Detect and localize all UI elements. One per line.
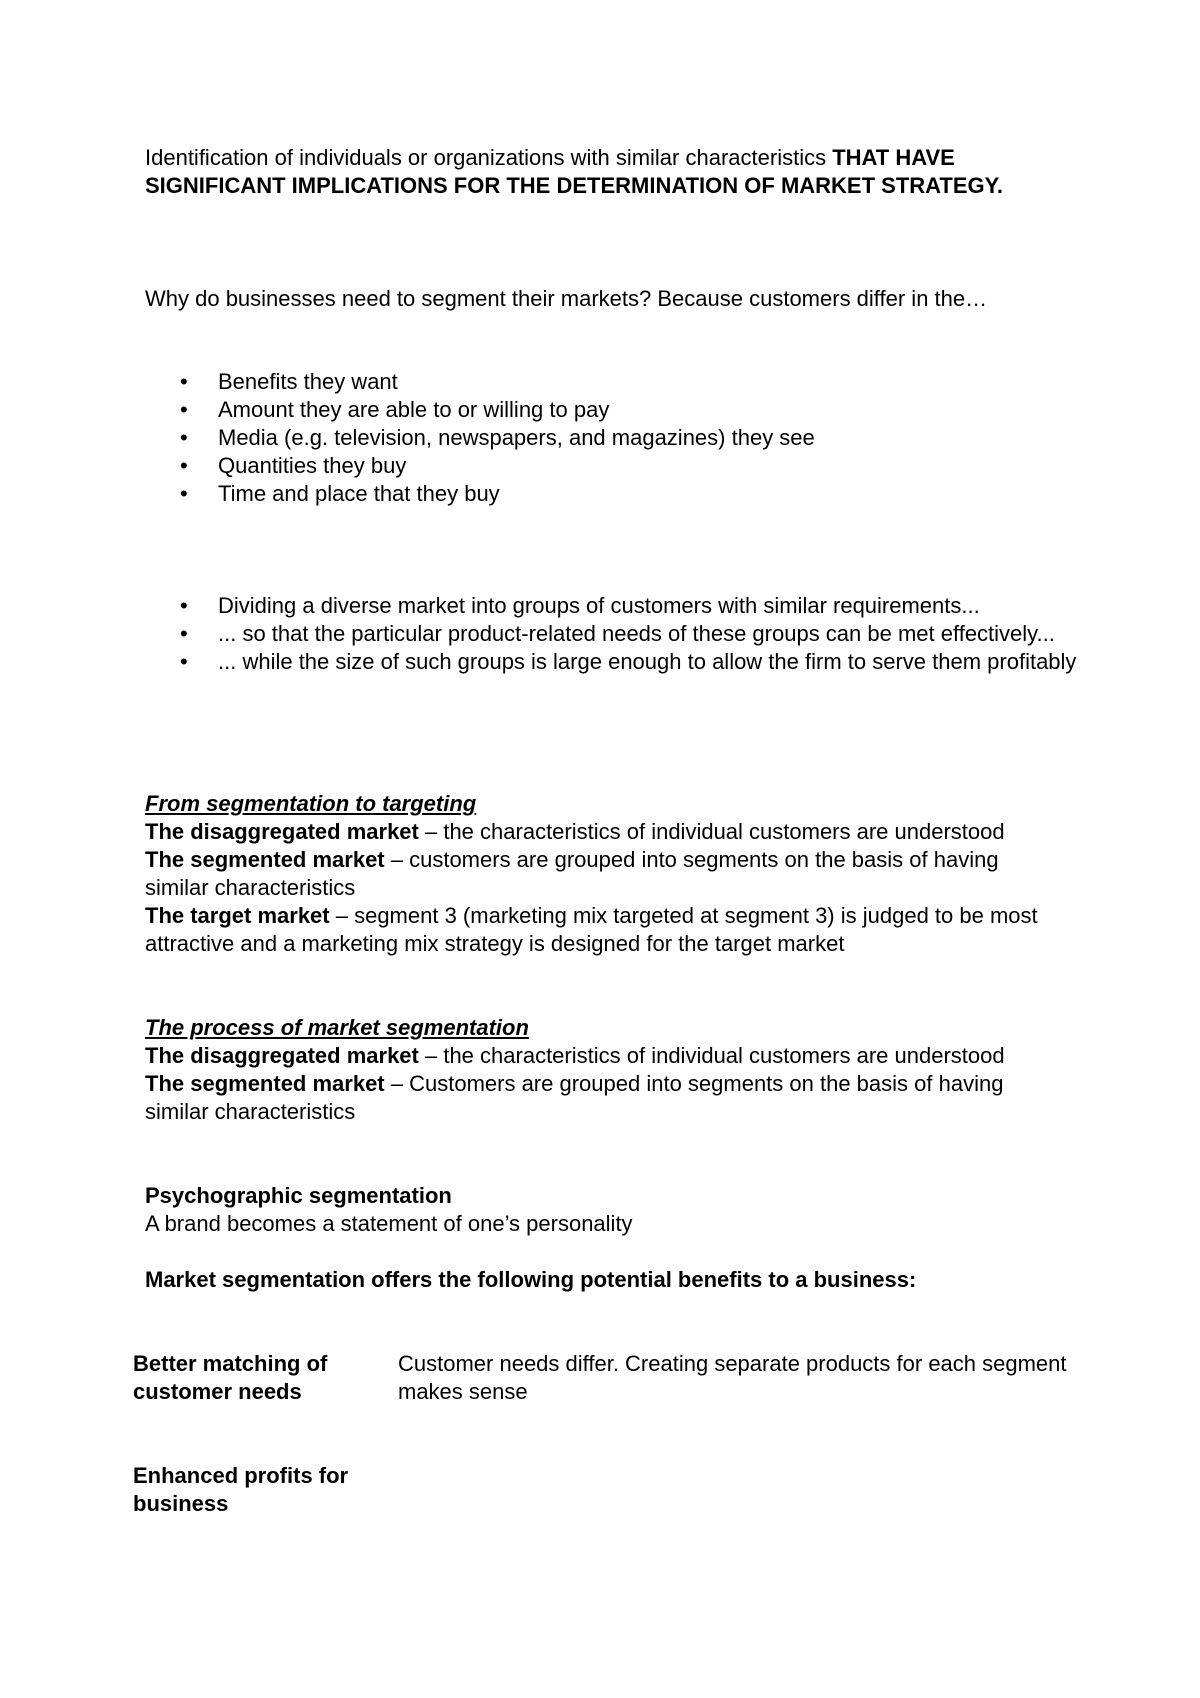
bullet-icon: •	[180, 481, 188, 506]
bullet-icon: •	[180, 425, 188, 450]
targeting-heading: From segmentation to targeting	[145, 791, 477, 816]
list-item-text: Dividing a diverse market into groups of customers with similar requirements...	[218, 593, 980, 618]
list-item	[145, 620, 1085, 648]
list-item-text: ... so that the particular product-related needs of these groups can be met effectively...	[218, 621, 1055, 646]
list-item	[145, 592, 1085, 620]
list-item	[145, 396, 1065, 424]
targeting-entry	[145, 902, 1065, 958]
list-item-text: Benefits they want	[218, 369, 398, 394]
entry-term: The segmented market	[145, 1071, 385, 1096]
entry-description: – customers are grouped into segments on the basis of having similar characteristics	[145, 847, 999, 900]
list-item-text: Quantities they buy	[218, 453, 407, 478]
bullet-icon: •	[180, 649, 188, 674]
bullet-icon: •	[180, 593, 188, 618]
benefits-heading: Market segmentation offers the following potential benefits to a business:	[145, 1267, 917, 1292]
entry-term: The target market	[145, 903, 330, 928]
psychographic-heading: Psychographic segmentation	[145, 1183, 452, 1208]
entry-term: The segmented market	[145, 847, 385, 872]
list-item	[145, 452, 1065, 480]
targeting-entry	[145, 818, 1065, 846]
entry-description: – the characteristics of individual customers are understood	[418, 819, 1005, 844]
list-item-text: ... while the size of such groups is large enough to allow the firm to serve them profitably	[218, 649, 1077, 674]
entry-description: – segment 3 (marketing mix targeted at segment 3) is judged to be most attractive and a marketing mix strategy is designed for the target market	[145, 903, 1038, 956]
process-entry	[145, 1042, 1065, 1070]
psychographic-section	[145, 1182, 1065, 1238]
bullet-icon: •	[180, 369, 188, 394]
targeting-section	[145, 790, 1065, 958]
list-item-text: Media (e.g. television, newspapers, and magazines) they see	[218, 425, 815, 450]
why-segment-question: Why do businesses need to segment their markets? Because customers differ in the…	[145, 286, 988, 311]
entry-description: – the characteristics of individual customers are understood	[418, 1043, 1005, 1068]
process-heading: The process of market segmentation	[145, 1015, 529, 1040]
bullet-icon: •	[180, 621, 188, 646]
list-item	[145, 648, 1085, 676]
benefit-description: Customer needs differ. Creating separate products for each segment makes sense	[398, 1351, 1067, 1404]
segmentation-definition-list	[145, 592, 1085, 676]
entry-term: The disaggregated market	[145, 1043, 419, 1068]
benefit-term: Better matching of customer needs	[133, 1351, 328, 1404]
targeting-entry	[145, 846, 1065, 902]
process-entry	[145, 1070, 1065, 1126]
customer-difference-list	[145, 368, 1065, 508]
bullet-icon: •	[180, 397, 188, 422]
psychographic-text: A brand becomes a statement of one’s personality	[145, 1211, 633, 1236]
benefit-term: Enhanced profits for business	[133, 1463, 349, 1516]
entry-description: – Customers are grouped into segments on the basis of having similar characteristics	[145, 1071, 1004, 1124]
entry-term: The disaggregated market	[145, 819, 419, 844]
definition-emphasis-text: THAT HAVE SIGNIFICANT IMPLICATIONS FOR THE DETERMINATION OF MARKET STRATEGY.	[145, 145, 1003, 198]
list-item	[145, 368, 1065, 396]
list-item	[145, 424, 1065, 452]
list-item-text: Time and place that they buy	[218, 481, 500, 506]
bullet-icon: •	[180, 453, 188, 478]
list-item	[145, 480, 1065, 508]
definition-paragraph	[145, 144, 1065, 200]
process-section	[145, 1014, 1065, 1126]
list-item-text: Amount they are able to or willing to pay	[218, 397, 610, 422]
definition-plain-text: Identification of individuals or organizations with similar characteristics	[145, 145, 833, 170]
